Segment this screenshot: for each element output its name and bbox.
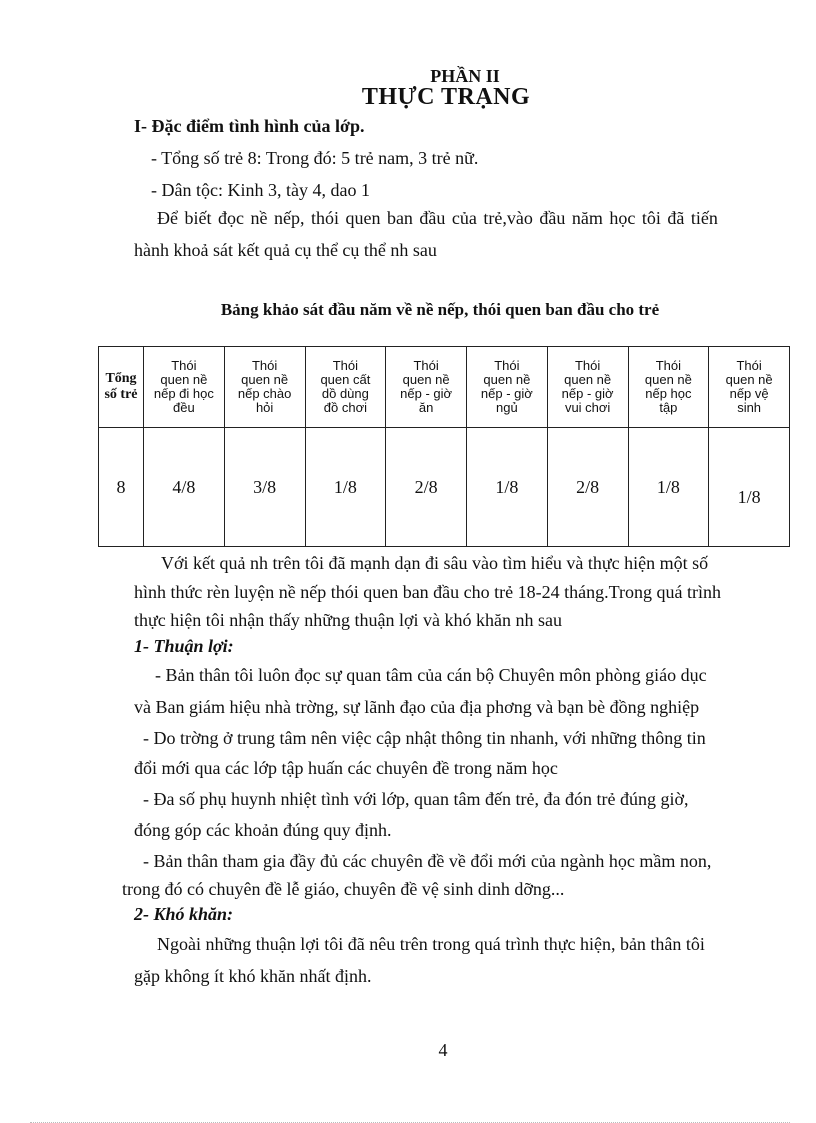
header-cell-total: [99, 347, 144, 428]
survey-table: [98, 346, 790, 547]
difficulties-line2: gặp không ít khó khăn nhất định.: [134, 966, 372, 986]
advantage-1-line2: và Ban giám hiệu nhà trờng, sự lãnh đạo của địa phơng và bạn bè đồng nghiệp: [134, 697, 700, 717]
advantage-2-line1: - Do trờng ở trung tâm nên việc cập nhật thông tin nhanh, với những thông tin: [143, 728, 706, 748]
value-mealtime: 2/8: [386, 428, 467, 547]
header-line: Tổng: [105, 371, 137, 386]
results-paragraph-line2: hình thức rèn luyện nề nếp thói quen ban đầu cho trẻ 18-24 tháng.Trong quá trình: [134, 582, 721, 602]
advantage-1-line1: - Bản thân tôi luôn đọc sự quan tâm của cán bộ Chuyên môn phòng giáo dục: [155, 665, 707, 685]
advantage-2-line2: đổi mới qua các lớp tập huấn các chuyên đề trong năm học: [134, 758, 558, 778]
results-paragraph-line3: thực hiện tôi nhận thấy những thuận lợi và khó khăn nh sau: [134, 610, 562, 630]
value-learning: 1/8: [628, 428, 709, 547]
advantage-4-line1: - Bản thân tham gia đầy đủ các chuyên đề về đổi mới của ngành học mầm non,: [143, 851, 712, 871]
value-total: 8: [99, 428, 144, 547]
value-greeting: 3/8: [224, 428, 305, 547]
part-label: PHẦN II: [430, 66, 500, 86]
table-row: [99, 428, 790, 547]
value-attendance: 4/8: [144, 428, 225, 547]
value-hygiene: 1/8: [709, 428, 790, 547]
header-cell-playtime: Thói quen nề nếp - giờ vui chơi: [547, 347, 628, 428]
difficulties-heading: 2- Khó khăn:: [134, 904, 234, 924]
results-paragraph-line1: Với kết quả nh trên tôi đã mạnh dạn đi sâu vào tìm hiểu và thực hiện một số: [161, 553, 709, 573]
advantage-4-line2: trong đó có chuyên đề lễ giáo, chuyên đề vệ sinh dinh dỡng...: [122, 879, 565, 899]
table-header-row: [99, 347, 790, 428]
header-cell-tidying-toys: Thói quen cất dồ dùng đồ chơi: [305, 347, 386, 428]
advantages-heading: 1- Thuận lợi:: [134, 636, 234, 656]
advantage-3-line1: - Đa số phụ huynh nhiệt tình với lớp, quan tâm đến trẻ, đa đón trẻ đúng giờ,: [143, 789, 689, 809]
header-cell-learning: Thói quen nề nếp học tập: [628, 347, 709, 428]
header-cell-greeting: Thói quen nề nếp chào hỏi: [224, 347, 305, 428]
total-children-line: - Tổng số trẻ 8: Trong đó: 5 trẻ nam, 3 trẻ nữ.: [151, 148, 479, 168]
header-cell-naptime: Thói quen nề nếp - giờ ngủ: [467, 347, 548, 428]
ethnicity-line: - Dân tộc: Kinh 3, tày 4, dao 1: [151, 180, 370, 200]
header-line: số trẻ: [104, 387, 138, 402]
advantage-3-line2: đóng góp các khoản đúng quy định.: [134, 820, 392, 840]
value-naptime: 1/8: [467, 428, 548, 547]
page-number: 4: [438, 1040, 448, 1060]
page-title: THỰC TRẠNG: [361, 84, 531, 110]
intro-paragraph-line2: hành khoả sát kết quả cụ thể cụ thể nh sau: [134, 240, 437, 260]
value-tidying-toys: 1/8: [305, 428, 386, 547]
survey-table-title: Bảng khảo sát đầu năm về nề nếp, thói quen ban đầu cho trẻ: [220, 300, 660, 319]
difficulties-line1: Ngoài những thuận lợi tôi đã nêu trên trong quá trình thực hiện, bản thân tôi: [157, 934, 705, 954]
header-cell-hygiene: Thói quen nề nếp vệ sinh: [709, 347, 790, 428]
value-playtime: 2/8: [547, 428, 628, 547]
header-cell-mealtime: Thói quen nề nếp - giờ ăn: [386, 347, 467, 428]
section-heading-class-characteristics: I- Đặc điểm tình hình của lớp.: [134, 116, 365, 136]
intro-paragraph-line1: Để biết đọc nề nếp, thói quen ban đầu của trẻ,vào đầu năm học tôi đã tiến: [157, 208, 718, 228]
header-cell-attendance: Thói quen nề nếp đi học đều: [144, 347, 225, 428]
